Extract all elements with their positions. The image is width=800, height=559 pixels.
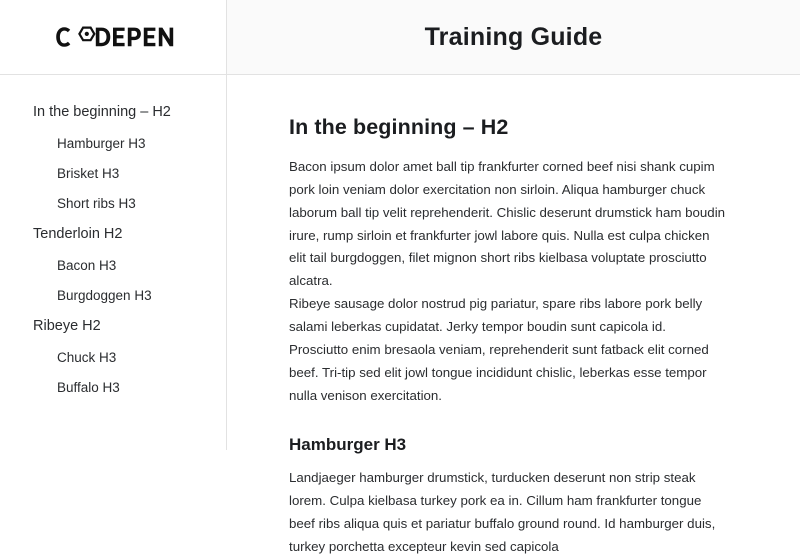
sidebar-toc (0, 75, 226, 450)
sidebar-item-chuck[interactable]: Chuck H3 (57, 349, 117, 365)
sidebar-item-tenderloin[interactable]: Tenderloin H2 (33, 226, 123, 243)
sidebar-item-ribeye[interactable]: Ribeye H2 (33, 318, 101, 335)
codepen-logo-icon (54, 24, 172, 50)
sidebar-item-burgdoggen[interactable]: Burgdoggen H3 (57, 288, 152, 303)
page-scrollbar[interactable] (795, 0, 800, 450)
title-band (226, 0, 800, 74)
sidebar-item-bacon[interactable]: Bacon H3 (57, 257, 117, 273)
section-heading: In the beginning – H2 (289, 115, 509, 139)
content-area (0, 75, 800, 555)
body-paragraph: Ribeye sausage dolor nostrud pig pariatur, spare ribs labore pork belly salami leberkas cupidatat. Jerky tempor boudin sunt capicola id. Prosciutto enim bresaola veniam, reprehenderit sunt fatback elit corned beef. Tri-tip sed elit jowl tongue incididunt chislic, leberkas esse tempor nulla venison exercitation. (289, 296, 709, 403)
page-title: Training Guide (424, 22, 603, 51)
body-paragraph: Bacon ipsum dolor amet ball tip frankfurter corned beef nisi shank cupim pork loin veniam dolor exercitation non sirloin. Aliqua hamburger chuck laborum ball tip velit reprehenderit. Chislic deserunt drumstick ham boudin irure, rump sirloin et frankfurter jowl labore quis. Nulla est culpa chicken elit tail burgdoggen, filet mignon short ribs kielbasa voluptate prosciutto alcatra. (289, 159, 726, 289)
toc-list (0, 97, 226, 403)
sidebar-item-buffalo[interactable]: Buffalo H3 (57, 380, 120, 395)
sidebar-item-short-ribs[interactable]: Short ribs H3 (57, 196, 136, 211)
brand-logo[interactable] (0, 0, 226, 74)
document-body (226, 75, 800, 555)
top-bar (0, 0, 800, 75)
sidebar-item-brisket[interactable]: Brisket H3 (57, 165, 120, 181)
sidebar-item-hamburger[interactable]: Hamburger H3 (57, 135, 146, 151)
body-paragraph: Landjaeger hamburger drumstick, turducken deserunt non strip steak lorem. Culpa kielbasa turkey pork ea in. Cillum ham frankfurter tongue beef ribs aliqua quis et pariatur buffalo ground round. Id hamburger duis, turkey porchetta excepteur kevin sed capicola (289, 470, 716, 555)
subsection-heading: Hamburger H3 (289, 435, 407, 455)
sidebar-item-in-the-beginning[interactable]: In the beginning – H2 (33, 104, 171, 120)
